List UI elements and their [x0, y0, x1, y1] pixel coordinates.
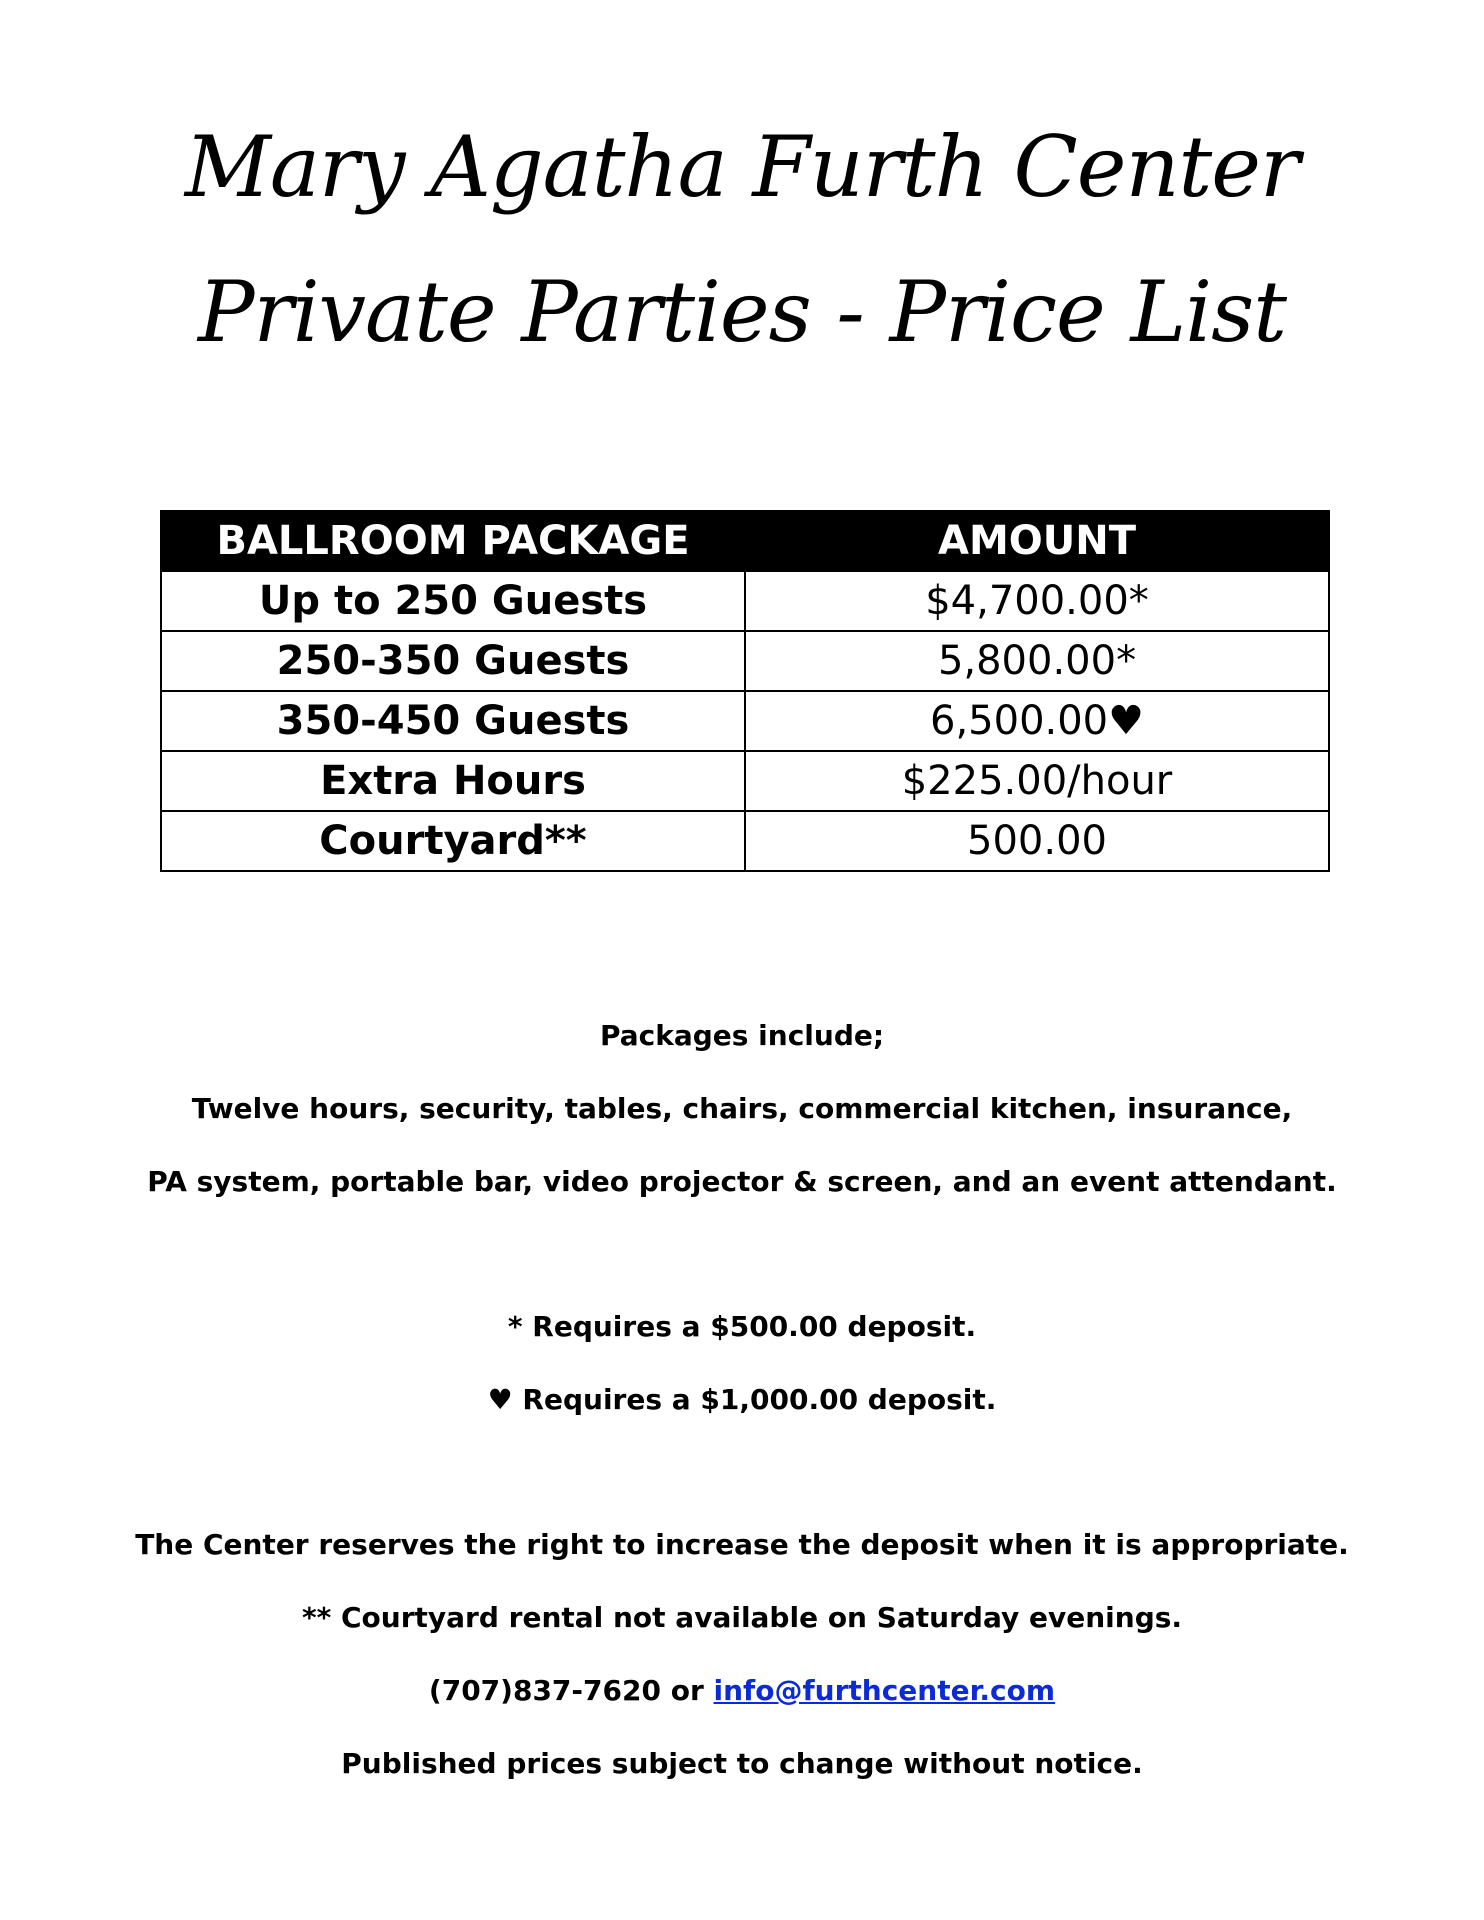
- includes-line-2: PA system, portable bar, video projector & screen, and an event attendant.: [147, 1165, 1337, 1198]
- table-row: [161, 631, 1329, 691]
- contact-line: [0, 1674, 1484, 1707]
- price-table: [160, 510, 1330, 872]
- disclaimer: Published prices subject to change without notice.: [341, 1747, 1143, 1780]
- deposit-heart-note: ♥ Requires a $1,000.00 deposit.: [487, 1383, 997, 1416]
- courtyard-note: ** Courtyard rental not available on Saturday evenings.: [301, 1601, 1183, 1634]
- package-cell: 250-350 Guests: [161, 631, 745, 691]
- table-row: [161, 751, 1329, 811]
- amount-cell: 5,800.00*: [745, 631, 1329, 691]
- phone-number: (707)837-7620: [428, 1674, 661, 1707]
- page-title: Mary Agatha Furth Center: [184, 118, 1300, 216]
- table-row: [161, 691, 1329, 751]
- package-cell: Up to 250 Guests: [161, 571, 745, 631]
- contact-joiner: or: [660, 1674, 714, 1707]
- column-header-amount: AMOUNT: [745, 511, 1329, 571]
- package-cell: Extra Hours: [161, 751, 745, 811]
- page-subtitle: Private Parties - Price List: [198, 263, 1286, 361]
- amount-cell: 6,500.00♥: [745, 691, 1329, 751]
- amount-cell: $4,700.00*: [745, 571, 1329, 631]
- amount-cell: 500.00: [745, 811, 1329, 871]
- table-row: [161, 811, 1329, 871]
- includes-line-1: Twelve hours, security, tables, chairs, commercial kitchen, insurance,: [191, 1092, 1293, 1125]
- deposit-star-note: * Requires a $500.00 deposit.: [507, 1310, 977, 1343]
- packages-include-heading: Packages include;: [599, 1019, 885, 1052]
- table-header-row: [161, 511, 1329, 571]
- reserve-right-note: The Center reserves the right to increase the deposit when it is appropriate.: [135, 1528, 1349, 1561]
- email-link[interactable]: info@furthcenter.com: [713, 1674, 1056, 1707]
- amount-cell: $225.00/hour: [745, 751, 1329, 811]
- column-header-package: BALLROOM PACKAGE: [161, 511, 745, 571]
- package-cell: Courtyard**: [161, 811, 745, 871]
- table-row: [161, 571, 1329, 631]
- package-cell: 350-450 Guests: [161, 691, 745, 751]
